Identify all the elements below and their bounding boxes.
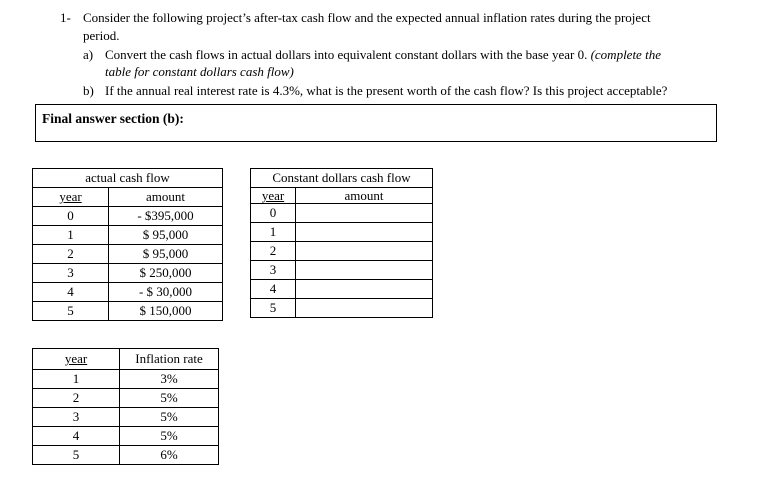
table-row xyxy=(251,223,433,242)
part-a-italic2: table for constant dollars cash flow) xyxy=(105,64,294,79)
part-a-label: a) xyxy=(83,47,94,62)
actual-amount-cell: - $395,000 xyxy=(109,207,223,226)
constant-col-year-label: year xyxy=(261,188,285,203)
actual-year-cell: 0 xyxy=(33,207,109,226)
inflation-rate-cell: 5% xyxy=(120,427,219,446)
part-b-label: b) xyxy=(83,83,94,98)
constant-amount-cell[interactable] xyxy=(296,204,433,223)
constant-col-amount: amount xyxy=(296,188,433,204)
inflation-rate-cell: 5% xyxy=(120,408,219,427)
table-row xyxy=(33,264,223,283)
question-intro-line2: period. xyxy=(83,28,120,43)
inflation-rate-cell: 3% xyxy=(120,370,219,389)
table-row xyxy=(33,427,219,446)
table-row xyxy=(33,370,219,389)
table-row xyxy=(33,226,223,245)
table-row xyxy=(251,261,433,280)
actual-amount-cell: $ 250,000 xyxy=(109,264,223,283)
actual-col-amount: amount xyxy=(109,188,223,207)
constant-year-cell: 4 xyxy=(251,280,296,299)
constant-year-cell: 5 xyxy=(251,299,296,318)
actual-year-cell: 4 xyxy=(33,283,109,302)
table-row xyxy=(251,204,433,223)
question-number: 1- xyxy=(60,10,71,25)
actual-year-cell: 2 xyxy=(33,245,109,264)
inflation-year-cell: 4 xyxy=(33,427,120,446)
actual-col-year xyxy=(33,188,109,207)
part-a-italic1: (complete the xyxy=(590,47,661,62)
constant-table-title: Constant dollars cash flow xyxy=(251,169,433,188)
constant-dollars-table xyxy=(250,168,433,318)
actual-col-year-label: year xyxy=(59,189,82,204)
actual-amount-cell: $ 95,000 xyxy=(109,226,223,245)
constant-col-year xyxy=(251,188,296,204)
table-row xyxy=(33,207,223,226)
actual-year-cell: 5 xyxy=(33,302,109,321)
table-row xyxy=(33,408,219,427)
table-row xyxy=(33,245,223,264)
inflation-year-cell: 1 xyxy=(33,370,120,389)
table-row xyxy=(251,242,433,261)
table-row xyxy=(33,302,223,321)
inflation-year-cell: 5 xyxy=(33,446,120,465)
part-b-text: If the annual real interest rate is 4.3%, what is the present worth of the cash flow? Is this project acceptable? xyxy=(105,83,668,98)
table-row xyxy=(33,389,219,408)
constant-year-cell: 0 xyxy=(251,204,296,223)
question-intro-line1: Consider the following project’s after-tax cash flow and the expected annual inflation rates during the project xyxy=(83,10,651,25)
actual-amount-cell: - $ 30,000 xyxy=(109,283,223,302)
actual-year-cell: 3 xyxy=(33,264,109,283)
inflation-rate-cell: 5% xyxy=(120,389,219,408)
constant-amount-cell[interactable] xyxy=(296,299,433,318)
constant-amount-cell[interactable] xyxy=(296,223,433,242)
constant-year-cell: 3 xyxy=(251,261,296,280)
constant-amount-cell[interactable] xyxy=(296,242,433,261)
final-answer-label: Final answer section (b): xyxy=(42,111,184,126)
inflation-rate-cell: 6% xyxy=(120,446,219,465)
inflation-year-cell: 2 xyxy=(33,389,120,408)
actual-amount-cell: $ 150,000 xyxy=(109,302,223,321)
constant-amount-cell[interactable] xyxy=(296,280,433,299)
inflation-rate-table xyxy=(32,348,219,465)
inflation-year-cell: 3 xyxy=(33,408,120,427)
inflation-col-year xyxy=(33,349,120,370)
final-answer-box[interactable] xyxy=(35,104,717,142)
constant-amount-cell[interactable] xyxy=(296,261,433,280)
part-a-line1 xyxy=(105,47,661,63)
inflation-col-rate: Inflation rate xyxy=(120,349,219,370)
actual-amount-cell: $ 95,000 xyxy=(109,245,223,264)
constant-year-cell: 1 xyxy=(251,223,296,242)
actual-table-title: actual cash flow xyxy=(33,169,223,188)
actual-cash-flow-table xyxy=(32,168,223,321)
part-a-text: Convert the cash flows in actual dollars into equivalent constant dollars with the base year 0. xyxy=(105,47,588,62)
table-row xyxy=(251,280,433,299)
actual-year-cell: 1 xyxy=(33,226,109,245)
table-row xyxy=(251,299,433,318)
table-row xyxy=(33,283,223,302)
constant-year-cell: 2 xyxy=(251,242,296,261)
inflation-col-year-label: year xyxy=(64,351,88,366)
table-row xyxy=(33,446,219,465)
